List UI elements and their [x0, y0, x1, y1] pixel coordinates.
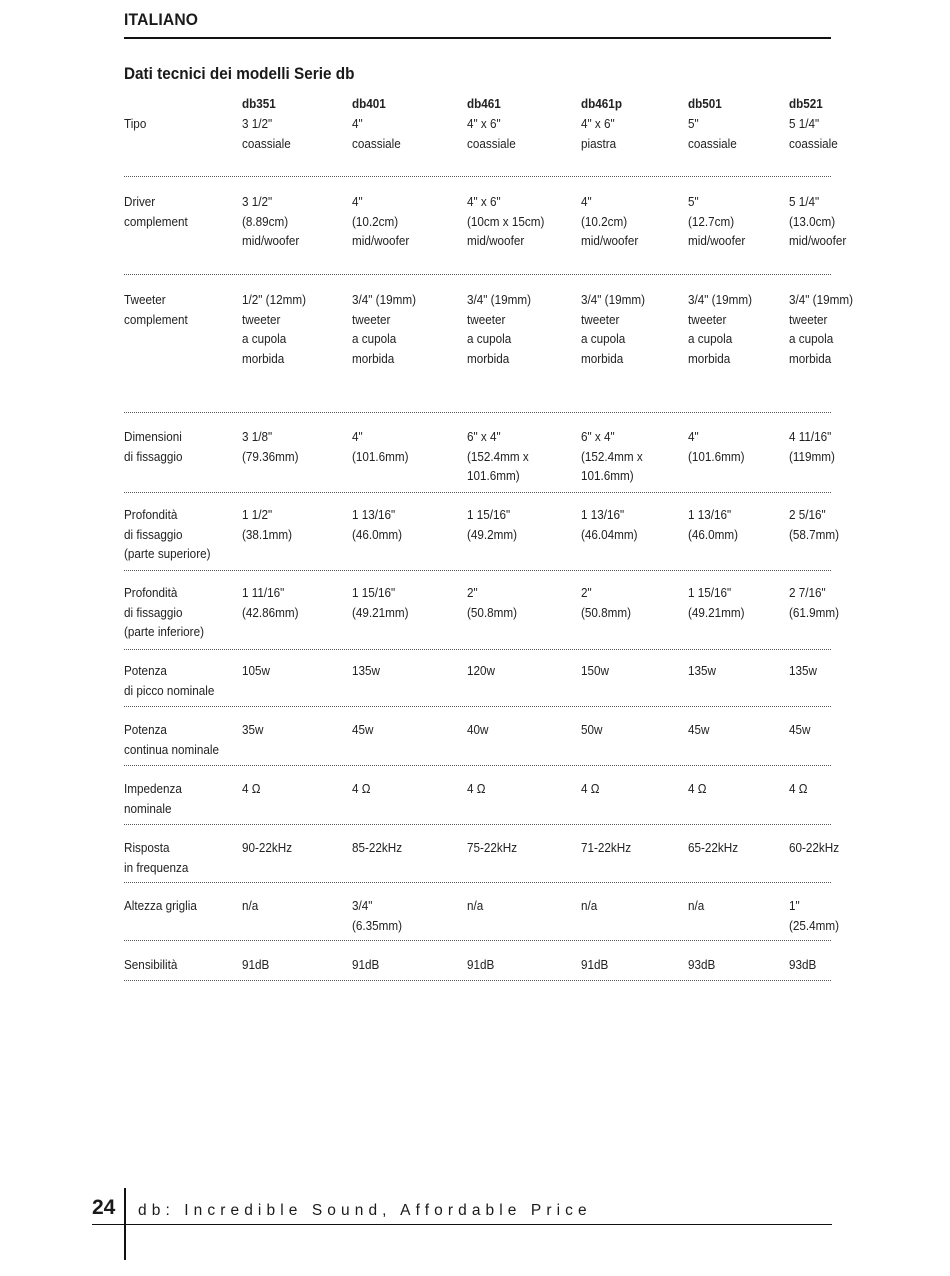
spec-value: (46.04mm): [581, 526, 638, 542]
spec-cell-db521: [789, 583, 839, 622]
row-divider: [124, 274, 831, 275]
spec-cell-db401: [352, 427, 409, 466]
spec-value: 40w: [467, 722, 489, 737]
spec-cell-db521: [789, 427, 835, 466]
spec-value: 90-22kHz: [242, 840, 293, 855]
spec-value: 4 Ω: [352, 781, 371, 796]
spec-value: mid/woofer: [242, 233, 300, 249]
row-label: [124, 192, 188, 231]
spec-value: 45w: [789, 722, 811, 737]
spec-value: 1 15/16": [467, 507, 511, 522]
spec-value: (10.2cm): [352, 213, 399, 229]
spec-value: 85-22kHz: [352, 840, 403, 855]
spec-value: coassiale: [789, 135, 838, 151]
spec-cell-db461p: [581, 583, 631, 622]
spec-value: 75-22kHz: [467, 840, 518, 855]
spec-value: 2": [581, 585, 592, 600]
row-divider: [124, 492, 831, 493]
spec-value: 4": [352, 194, 363, 209]
column-header-db461p: db461p: [581, 96, 622, 111]
spec-value: a cupola: [688, 331, 733, 347]
spec-value: (49.21mm): [688, 604, 745, 620]
spec-cell-db461: [467, 661, 495, 681]
spec-value: mid/woofer: [581, 233, 639, 249]
spec-value: tweeter: [242, 311, 281, 327]
spec-cell-db501: [688, 838, 738, 858]
spec-value: tweeter: [467, 311, 506, 327]
spec-value: 4 Ω: [242, 781, 261, 796]
spec-cell-db401: [352, 290, 416, 368]
spec-cell-db401: [352, 583, 409, 622]
spec-value: (49.21mm): [352, 604, 409, 620]
spec-value: 91dB: [242, 957, 270, 972]
spec-value: 45w: [688, 722, 710, 737]
spec-cell-db501: [688, 720, 709, 740]
column-header-db351: db351: [242, 96, 276, 111]
spec-cell-db521: [789, 896, 839, 935]
spec-value: 5": [688, 116, 699, 131]
spec-cell-db461p: [581, 838, 631, 858]
spec-cell-db461p: [581, 290, 645, 368]
spec-cell-db461: [467, 838, 517, 858]
spec-value: (46.0mm): [352, 526, 403, 542]
spec-cell-db461p: [581, 720, 602, 740]
spec-value: morbida: [352, 350, 395, 366]
spec-cell-db461p: [581, 114, 616, 153]
spec-value: 4": [581, 194, 592, 209]
spec-value: 135w: [789, 663, 817, 678]
spec-value: 4 Ω: [789, 781, 808, 796]
spec-value: a cupola: [581, 331, 626, 347]
column-header-db461: db461: [467, 96, 501, 111]
spec-value: coassiale: [352, 135, 401, 151]
spec-value: 3 1/2": [242, 194, 273, 209]
spec-cell-db461: [467, 896, 483, 916]
spec-cell-db351: [242, 720, 263, 740]
spec-value: 3/4" (19mm): [352, 292, 416, 307]
spec-cell-db351: [242, 779, 261, 799]
spec-value: 4" x 6": [581, 116, 615, 131]
spec-value: 105w: [242, 663, 270, 678]
spec-value: 2 5/16": [789, 507, 826, 522]
spec-value: 45w: [352, 722, 374, 737]
spec-value: mid/woofer: [352, 233, 410, 249]
spec-value: (50.8mm): [581, 604, 632, 620]
spec-value: mid/woofer: [467, 233, 525, 249]
spec-cell-db521: [789, 114, 838, 153]
row-label-line: (parte inferiore): [124, 624, 204, 640]
row-label-line: Tipo: [124, 116, 147, 131]
spec-value: 1 15/16": [688, 585, 732, 600]
spec-value: 1/2" (12mm): [242, 292, 306, 307]
spec-value: (101.6mm): [352, 448, 409, 464]
row-label: [124, 427, 183, 466]
spec-value: 35w: [242, 722, 264, 737]
row-label: [124, 661, 214, 700]
row-label-line: continua nominale: [124, 741, 219, 757]
spec-cell-db501: [688, 896, 704, 916]
spec-value: (58.7mm): [789, 526, 840, 542]
row-label-line: Potenza: [124, 663, 167, 678]
spec-cell-db461: [467, 955, 494, 975]
spec-cell-db461: [467, 779, 486, 799]
page-title: Dati tecnici dei modelli Serie db: [124, 64, 355, 83]
spec-cell-db501: [688, 505, 738, 544]
row-label: [124, 114, 146, 134]
row-label-line: di fissaggio: [124, 604, 183, 620]
row-label-line: di fissaggio: [124, 526, 183, 542]
spec-value: 91dB: [581, 957, 609, 972]
spec-value: 5 1/4": [789, 194, 820, 209]
row-divider: [124, 940, 831, 941]
spec-value: tweeter: [789, 311, 828, 327]
spec-value: a cupola: [242, 331, 287, 347]
spec-value: 93dB: [789, 957, 817, 972]
row-divider: [124, 980, 831, 981]
spec-value: n/a: [581, 898, 598, 913]
spec-value: a cupola: [467, 331, 512, 347]
spec-value: coassiale: [688, 135, 737, 151]
spec-value: 3 1/2": [242, 116, 273, 131]
spec-cell-db351: [242, 896, 258, 916]
spec-cell-db401: [352, 896, 402, 935]
spec-cell-db401: [352, 838, 402, 858]
spec-value: (42.86mm): [242, 604, 299, 620]
column-header-db521: db521: [789, 96, 823, 111]
footer-horizontal-rule: [92, 1224, 832, 1225]
spec-cell-db461: [467, 290, 531, 368]
spec-value: 150w: [581, 663, 609, 678]
spec-value: (10cm x 15cm): [467, 213, 545, 229]
row-label: [124, 838, 188, 877]
spec-cell-db401: [352, 114, 401, 153]
spec-value: 65-22kHz: [688, 840, 739, 855]
spec-value: 60-22kHz: [789, 840, 840, 855]
spec-cell-db351: [242, 505, 292, 544]
spec-cell-db461p: [581, 505, 638, 544]
footer-tagline: db: Incredible Sound, Affordable Price: [138, 1202, 592, 1219]
spec-value: (152.4mm x: [467, 448, 529, 464]
spec-value: (49.2mm): [467, 526, 518, 542]
spec-value: 50w: [581, 722, 603, 737]
row-label-line: Profondità: [124, 507, 178, 522]
spec-cell-db521: [789, 720, 810, 740]
row-divider: [124, 882, 831, 883]
spec-value: morbida: [581, 350, 624, 366]
spec-value: morbida: [467, 350, 510, 366]
spec-value: (8.89cm): [242, 213, 289, 229]
row-label: [124, 896, 197, 916]
spec-value: 1 13/16": [352, 507, 396, 522]
spec-cell-db501: [688, 290, 752, 368]
spec-value: 101.6mm): [581, 468, 634, 484]
spec-cell-db521: [789, 290, 853, 368]
row-label-line: Potenza: [124, 722, 167, 737]
spec-value: 3 1/8": [242, 429, 273, 444]
spec-value: (13.0cm): [789, 213, 836, 229]
spec-value: (101.6mm): [688, 448, 745, 464]
spec-cell-db461: [467, 427, 529, 486]
row-label-line: Tweeter: [124, 292, 166, 307]
row-label: [124, 955, 177, 975]
spec-value: (25.4mm): [789, 917, 840, 933]
spec-cell-db461p: [581, 955, 608, 975]
spec-value: 93dB: [688, 957, 716, 972]
row-divider: [124, 706, 831, 707]
spec-cell-db401: [352, 505, 402, 544]
spec-value: (50.8mm): [467, 604, 518, 620]
spec-value: 4 11/16": [789, 429, 832, 444]
spec-value: (46.0mm): [688, 526, 739, 542]
row-label-line: complement: [124, 213, 188, 229]
row-label: [124, 720, 219, 759]
spec-cell-db461p: [581, 192, 638, 251]
spec-value: n/a: [242, 898, 259, 913]
spec-value: 3/4" (19mm): [467, 292, 531, 307]
column-header-db401: db401: [352, 96, 386, 111]
page-number: 24: [92, 1196, 116, 1219]
row-label-line: Driver: [124, 194, 156, 209]
row-label-line: Dimensioni: [124, 429, 182, 444]
row-label-line: Impedenza: [124, 781, 182, 796]
row-label-line: nominale: [124, 800, 172, 816]
spec-cell-db351: [242, 192, 299, 251]
row-divider: [124, 412, 831, 413]
spec-value: coassiale: [467, 135, 516, 151]
spec-value: 5 1/4": [789, 116, 820, 131]
spec-value: 4 Ω: [581, 781, 600, 796]
spec-value: 2 7/16": [789, 585, 826, 600]
row-label-line: Profondità: [124, 585, 178, 600]
row-divider: [124, 176, 831, 177]
spec-value: morbida: [242, 350, 285, 366]
spec-value: 4": [688, 429, 699, 444]
row-divider: [124, 824, 831, 825]
spec-value: 1": [789, 898, 800, 913]
row-label-line: (parte superiore): [124, 546, 211, 562]
spec-value: 1 11/16": [242, 585, 285, 600]
spec-value: 71-22kHz: [581, 840, 632, 855]
spec-cell-db401: [352, 955, 379, 975]
spec-cell-db351: [242, 661, 270, 681]
row-divider: [124, 570, 831, 571]
spec-cell-db401: [352, 661, 380, 681]
spec-value: tweeter: [352, 311, 391, 327]
spec-value: 4" x 6": [467, 116, 501, 131]
spec-value: 1 13/16": [581, 507, 625, 522]
spec-cell-db461p: [581, 661, 609, 681]
spec-cell-db501: [688, 192, 745, 251]
spec-cell-db521: [789, 192, 846, 251]
spec-value: 4" x 6": [467, 194, 501, 209]
spec-cell-db501: [688, 955, 715, 975]
spec-cell-db501: [688, 114, 737, 153]
row-label: [124, 779, 182, 818]
spec-value: 6" x 4": [467, 429, 501, 444]
spec-value: 4 Ω: [467, 781, 486, 796]
spec-value: 91dB: [352, 957, 380, 972]
spec-value: 91dB: [467, 957, 495, 972]
row-divider: [124, 649, 831, 650]
row-label-line: Sensibilità: [124, 957, 178, 972]
row-label-line: in frequenza: [124, 859, 189, 875]
spec-value: 135w: [352, 663, 380, 678]
row-label-line: di picco nominale: [124, 682, 215, 698]
spec-value: 1 1/2": [242, 507, 273, 522]
spec-value: coassiale: [242, 135, 291, 151]
spec-value: morbida: [688, 350, 731, 366]
spec-cell-db521: [789, 838, 839, 858]
spec-value: 1 13/16": [688, 507, 732, 522]
spec-value: 3/4" (19mm): [688, 292, 752, 307]
spec-value: 4": [352, 429, 363, 444]
spec-value: (152.4mm x: [581, 448, 643, 464]
spec-cell-db461: [467, 114, 516, 153]
spec-value: 2": [467, 585, 478, 600]
spec-value: 3/4": [352, 898, 373, 913]
spec-cell-db401: [352, 779, 371, 799]
spec-cell-db351: [242, 583, 299, 622]
spec-cell-db521: [789, 779, 808, 799]
spec-value: a cupola: [352, 331, 397, 347]
spec-value: tweeter: [581, 311, 620, 327]
spec-cell-db461: [467, 720, 488, 740]
spec-cell-db351: [242, 427, 299, 466]
spec-value: mid/woofer: [789, 233, 847, 249]
spec-value: 3/4" (19mm): [581, 292, 645, 307]
spec-value: mid/woofer: [688, 233, 746, 249]
spec-cell-db521: [789, 955, 816, 975]
spec-value: 3/4" (19mm): [789, 292, 853, 307]
row-label-line: Altezza griglia: [124, 898, 197, 913]
spec-cell-db351: [242, 955, 269, 975]
spec-cell-db461p: [581, 427, 643, 486]
spec-cell-db461p: [581, 896, 597, 916]
spec-cell-db351: [242, 838, 292, 858]
spec-value: tweeter: [688, 311, 727, 327]
spec-cell-db401: [352, 720, 373, 740]
spec-cell-db461: [467, 583, 517, 622]
spec-value: 4": [352, 116, 363, 131]
spec-value: 120w: [467, 663, 495, 678]
spec-value: morbida: [789, 350, 832, 366]
spec-value: n/a: [467, 898, 484, 913]
spec-value: n/a: [688, 898, 705, 913]
spec-value: (119mm): [789, 448, 835, 464]
spec-value: (6.35mm): [352, 917, 403, 933]
spec-value: 1 15/16": [352, 585, 396, 600]
row-divider: [124, 765, 831, 766]
row-label: [124, 583, 204, 642]
column-header-db501: db501: [688, 96, 722, 111]
spec-value: piastra: [581, 135, 617, 151]
spec-value: 6" x 4": [581, 429, 615, 444]
section-header: [124, 10, 831, 39]
spec-cell-db501: [688, 661, 716, 681]
spec-cell-db521: [789, 505, 839, 544]
spec-value: 135w: [688, 663, 716, 678]
spec-value: a cupola: [789, 331, 834, 347]
spec-value: 101.6mm): [467, 468, 520, 484]
row-label-line: complement: [124, 311, 188, 327]
spec-value: 5": [688, 194, 699, 209]
row-label-line: di fissaggio: [124, 448, 183, 464]
spec-value: (79.36mm): [242, 448, 299, 464]
spec-cell-db351: [242, 114, 291, 153]
spec-cell-db501: [688, 427, 745, 466]
spec-cell-db501: [688, 779, 707, 799]
spec-cell-db501: [688, 583, 745, 622]
spec-cell-db351: [242, 290, 306, 368]
row-label: [124, 505, 210, 564]
row-label: [124, 290, 188, 329]
spec-value: 4 Ω: [688, 781, 707, 796]
spec-value: (61.9mm): [789, 604, 840, 620]
spec-cell-db461: [467, 192, 544, 251]
spec-cell-db401: [352, 192, 409, 251]
row-label-line: Risposta: [124, 840, 170, 855]
spec-cell-db521: [789, 661, 817, 681]
spec-cell-db461p: [581, 779, 600, 799]
spec-value: (12.7cm): [688, 213, 735, 229]
spec-value: (10.2cm): [581, 213, 628, 229]
spec-value: (38.1mm): [242, 526, 293, 542]
spec-cell-db461: [467, 505, 517, 544]
section-language-label: ITALIANO: [124, 10, 199, 29]
